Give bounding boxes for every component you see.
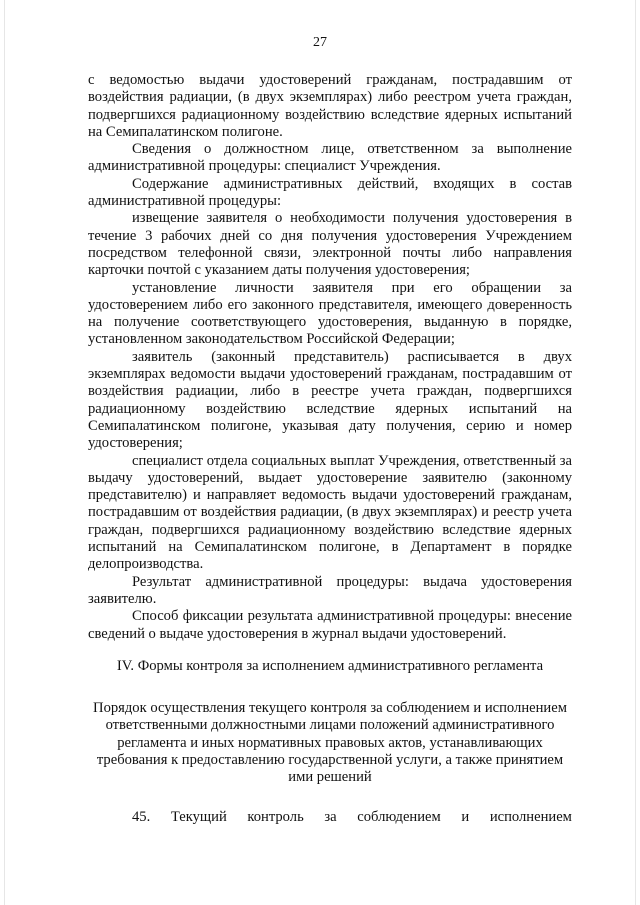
paragraph: извещение заявителя о необходимости получения удостоверения в течение 3 рабочих дней со дня получения удостоверения Учреждением посредством телефонной связи, электронной почты либо направления карточки почтой с указанием даты получения удостоверения; xyxy=(88,210,572,279)
paragraph: с ведомостью выдачи удостоверений гражданам, пострадавшим от воздействия радиации, (в двух экземплярах) либо реестром учета граждан, подвергшихся радиационному воздействию вследствие ядерных испытаний на Семипалатинском полигоне. xyxy=(88,72,572,140)
subsection-title: Порядок осуществления текущего контроля за соблюдением и исполнением ответственными должностными лицами положений административного регламента и иных нормативных правовых актов, устанавливающих требования к предоставлению государственной услуги, а также принятием ими решений xyxy=(93,700,567,786)
word: соблюдением xyxy=(357,808,441,825)
page-edge-right xyxy=(635,0,636,905)
section-title: IV. Формы контроля за исполнением административного регламента xyxy=(116,657,544,674)
paragraph: установление личности заявителя при его обращении за удостоверением либо его законного представителя, имеющего доверенность на получение соответствующего удостоверения, выданную в порядке, установленном законодательством Российской Федерации; xyxy=(88,279,572,348)
document-body xyxy=(88,72,572,826)
word: исполнением xyxy=(489,808,572,825)
word: Текущий xyxy=(170,808,227,825)
page-number: 27 xyxy=(313,35,327,50)
word: и xyxy=(461,808,470,825)
paragraph: Способ фиксации результата административной процедуры: внесение сведений о выдаче удостоверения в журнал выдачи удостоверений. xyxy=(88,608,572,642)
page-edge-left xyxy=(4,0,5,905)
paragraph: Сведения о должностном лице, ответственном за выполнение административной процедуры: специалист Учреждения. xyxy=(88,141,572,175)
paragraph: заявитель (законный представитель) расписывается в двух экземплярах ведомости выдачи удостоверений гражданам, пострадавшим от воздействия радиации, либо в реестре учета граждан, подвергшихся радиационному воздействию вследствие ядерных испытаний на Семипалатинском полигоне, указывая дату получения, серию и номер удостоверения; xyxy=(88,348,572,452)
paragraph-45-start xyxy=(88,809,572,826)
paragraph: Результат административной процедуры: выдача удостоверения заявителю. xyxy=(88,573,572,607)
paragraph-number: 45. xyxy=(132,808,151,825)
paragraph: Содержание административных действий, входящих в состав административной процедуры: xyxy=(88,175,572,210)
paragraph: специалист отдела социальных выплат Учреждения, ответственный за выдачу удостоверений, выдает удостоверение заявителю (законному представителю) и направляет ведомость выдачи удостоверений гражданам, пострадавшим от воздействия радиации, (в двух экземплярах) и реестр учета граждан, подвергшихся радиационному воздействию вследствие ядерных испытаний на Семипалатинском полигоне, в Департамент в порядке делопроизводства. xyxy=(88,452,572,573)
word: за xyxy=(324,808,337,825)
word: контроль xyxy=(247,808,304,825)
